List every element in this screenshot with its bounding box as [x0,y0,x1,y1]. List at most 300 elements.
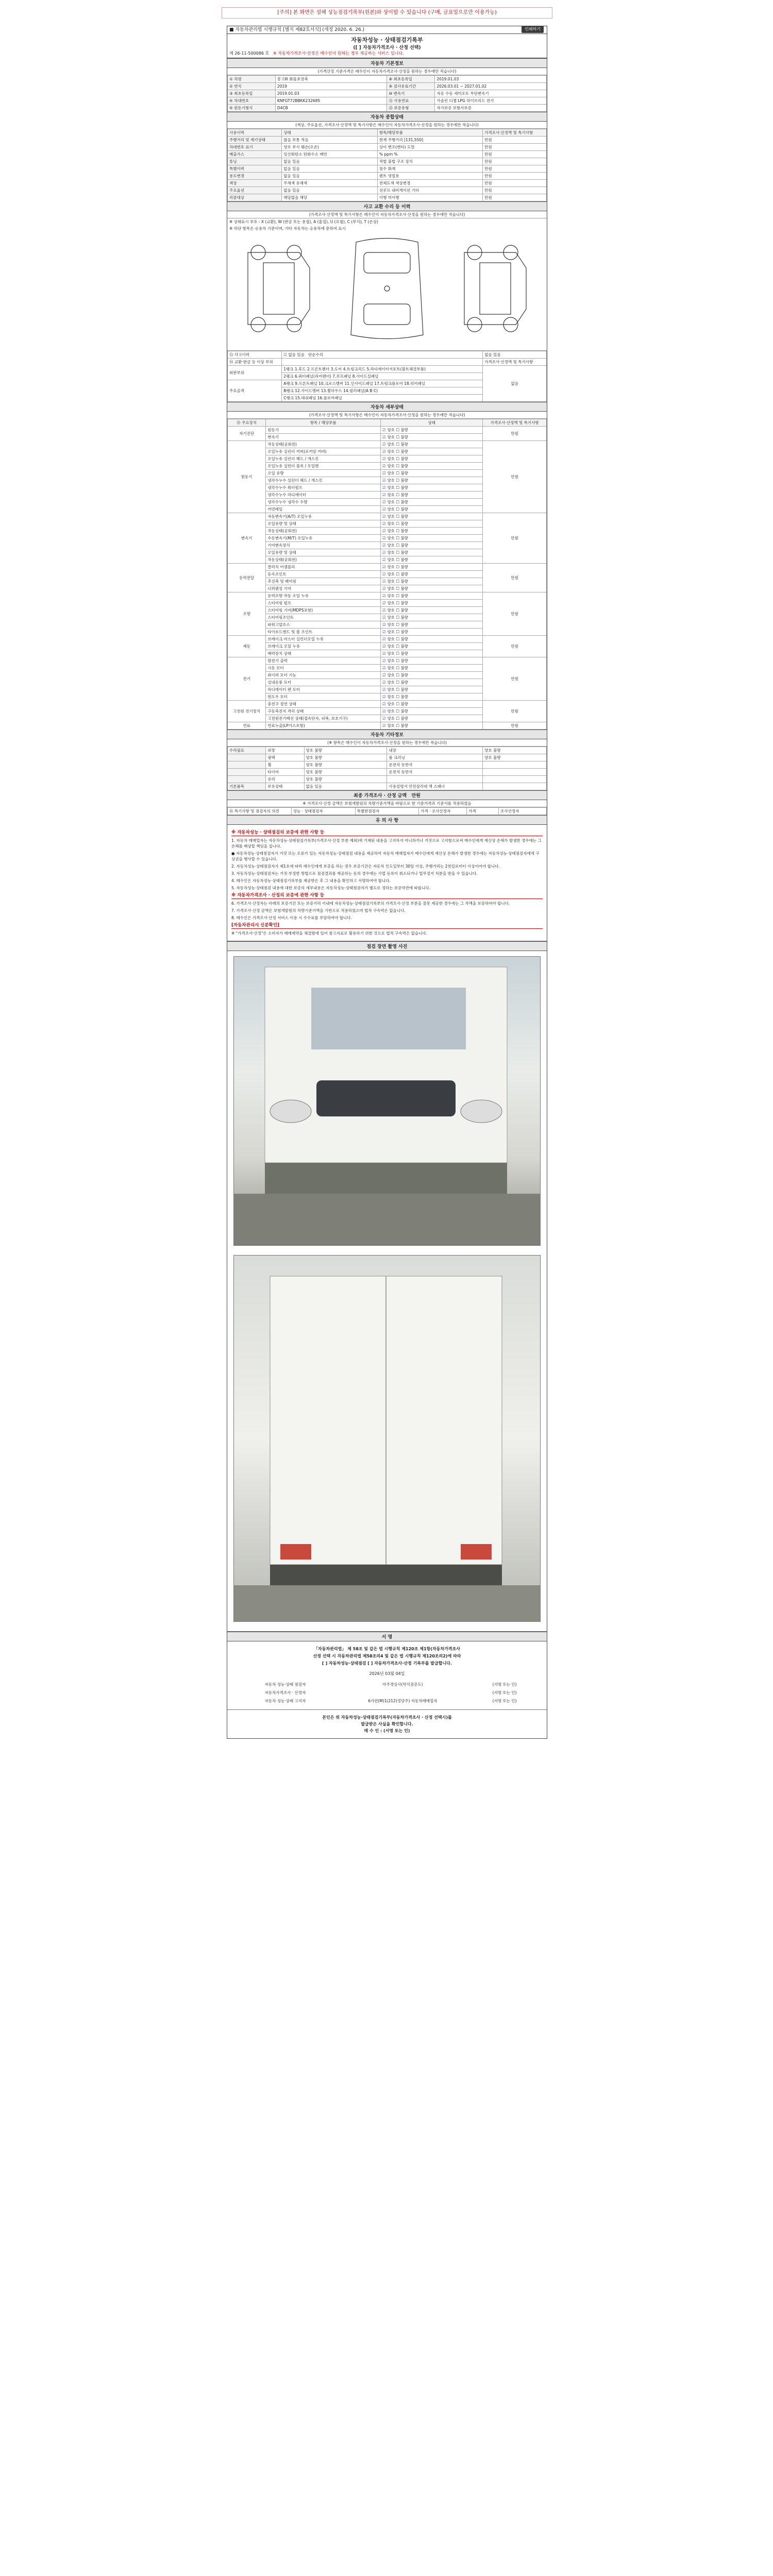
form-title: 자동차성능 · 상태점검기록부 [351,37,423,43]
cell: 리콜대상 [228,194,282,201]
notes-section-3: [자동차관리시 신분확인] [231,923,543,929]
print-button[interactable]: 인쇄하기 [522,26,544,33]
table-row [228,701,547,708]
cell: 만원 [483,513,547,564]
cell: 가격 [467,808,499,815]
table-header-row [228,419,547,427]
cell: 2019 [275,83,387,90]
note-paragraph: ※ "가격조사·산정"은 소비자가 매매계약을 체결함에 있어 참고자료로 활용하기 위한 것으로 법적 구속력은 없습니다. [231,931,427,936]
table-row [228,97,547,105]
cell: 작동상태(공회전) [266,441,381,448]
vehicle-diagram-svg [227,232,546,350]
state-cell: ☑ 양호 ☐ 불량 [381,427,483,434]
cell: 오일유량 및 상태 [266,549,381,556]
truck-rear-illustration [234,1256,540,1621]
cell: 없음 있음 [282,165,378,173]
state-cell: ☑ 양호 ☐ 불량 [381,643,483,650]
accident-table [227,351,547,402]
state-cell: ☑ 양호 ☐ 불량 [381,722,483,730]
cell: 항목/해당부품 [377,129,482,137]
table-row [228,747,547,754]
column-header: 상태 [381,419,483,427]
cell: 원동기 [266,427,381,434]
cell: 주요골격 [228,380,282,402]
cell: 봉고III 화물초장축 [275,76,387,83]
cell: 오일누유 실린더 헤드 / 개스킷 [266,455,381,463]
detail-table [227,419,547,730]
state-cell: ☑ 양호 ☐ 불량 [381,571,483,578]
cell: 시동 모터 [266,665,381,672]
cell: 만원 [483,137,547,144]
table-row [228,165,547,173]
price-table [227,807,547,815]
cell: ☑ 없음 있음 단순수리 [282,351,483,359]
cell: 조향 [228,592,266,636]
price-head: 최종 가격조사 · 산정 금액 만원 [227,790,547,800]
state-cell: ☑ 양호 ☐ 불량 [381,549,483,556]
state-cell: ☑ 양호 ☐ 불량 [381,470,483,477]
cell: 아주경심사(약식검증도) [382,1682,423,1687]
cell: 기본품목 [228,783,266,790]
cell: 렌트 영업용 [377,173,482,180]
cell: 작동상태(공회전) [266,528,381,535]
cell: ⑩ 변속기 [387,90,435,97]
signature-area [227,1641,547,1709]
cell: 실내송풍 모터 [266,679,381,686]
cell: 작동상태(공회전) [266,556,381,564]
cell: 자동차가격조사 · 산정자 [264,1690,306,1695]
state-cell: ☑ 양호 ☐ 불량 [381,513,483,520]
cell: 내장 [387,747,483,754]
truck-front-illustration [234,957,540,1245]
cell: 오일누유 실린더 커버(로커암 커버) [266,448,381,455]
cell [228,776,266,783]
inspection-photo-front [233,956,541,1246]
cell: 커먼레일 [266,506,381,513]
cell: 디퍼렌셜 기어 [266,585,381,592]
cell: 스티어링 펌프 [266,600,381,607]
cell: 만원 [483,194,547,201]
cell: 보유상태 [266,783,304,790]
table-row [228,783,547,790]
state-cell: ☑ 양호 ☐ 불량 [381,708,483,715]
cell: 타이어 [266,769,304,776]
cell: 브레이크 오일 누유 [266,643,381,650]
cell: 없음 있음 [282,173,378,180]
cell: 가격조사·산정액 및 특기사항 [483,129,547,137]
sig-line-2: 산정 선택 시 자동차관리법 제58조의4 및 같은 법 시행규칙 제120조의2)에 따라 [313,1654,461,1658]
notes-section-1: ※ 자동차성능 · 상태점검의 보증에 관한 사항 등 [231,830,543,836]
state-cell: ☑ 양호 ☐ 불량 [381,629,483,636]
cell: 연료누출(LP가스포함) [266,722,381,730]
table-row [228,83,547,90]
cell: 2026.03.01 ~ 2027.01.02 [435,83,547,90]
note-paragraph: 5. 자동차성능·상태점검 내용에 대한 보증의 세부내용은 자동차성능·상태점검자가 별도로 정하는 보증약관에 따릅니다. [231,886,430,890]
state-cell: ☑ 양호 ☐ 불량 [381,715,483,722]
car-right-view [464,245,526,332]
cell: 제동 [228,636,266,657]
photos-head: 점검 장면 촬영 사진 [227,941,547,951]
car-left-view [248,245,310,332]
table-row [228,359,547,366]
cell: 스티어링 기어(MDPS포함) [266,607,381,614]
cell: 광택 [266,754,304,761]
cell [483,761,547,769]
cell: 1랭크 1.후드 2.프론트펜더 3.도어 4.트렁크리드 5.라디에이터서포트(볼트체결부품) [282,366,483,373]
table-row [228,137,547,144]
cell: ⑬ 사고이력 [228,351,282,359]
column-header: 가격조사·산정액 및 특기사항 [483,419,547,427]
cell: 냉각수누수 라디에이터 [266,492,381,499]
cell: % ppm % [377,151,482,158]
table-row [228,351,547,359]
state-cell: ☑ 양호 ☐ 불량 [381,621,483,629]
inspection-form [227,26,547,1739]
buyer-line-3: 매 수 인 : (서명 또는 인) [364,1728,410,1733]
cell: 배출가스 [228,151,282,158]
cell: 현재 주행거리 [131,550] [377,137,482,144]
cell: 없음 있음 [282,187,378,194]
overall-note: (색상, 주요옵션, 가격조사·산정액 및 특기사항은 매수인이 자동차가격조사·산정을 원하는 경우에만 적습니다) [227,122,547,129]
table-row [228,151,547,158]
state-cell: ☑ 양호 ☐ 불량 [381,492,483,499]
cell: 침수 화재 [377,165,482,173]
cell: 양호 불량 [304,769,387,776]
table-row [228,180,547,187]
cell: 수리필요 [228,747,266,754]
state-cell: ☑ 양호 ☐ 불량 [381,520,483,528]
cell: 연료 [228,722,266,730]
cell: 오일누유 실린더 블록 / 오일팬 [266,463,381,470]
inspection-photo-rear [233,1255,541,1622]
cell: 선루프 내비게이션 기타 [377,187,482,194]
cell: 만원 [483,187,547,194]
cell: 없음 있음 [282,158,378,165]
cell: 고전원 전기장치 [228,701,266,722]
cell: 상태 [282,129,378,137]
price-note: ※ 가격조사·산정 금액은 보험개발원의 차량기준가액을 바탕으로 한 기준가격과 기준서를 적용하였음 [227,800,547,807]
signature-head: 서 명 [227,1632,547,1641]
cell: 수동변속기(M/T) 오일누유 [266,535,381,542]
cell: 윈도우 모터 [266,693,381,701]
cell: 브레이크 마스터 실린더오일 누유 [266,636,381,643]
cell [483,769,547,776]
cell: KNFGT72BBKK232685 [275,97,387,105]
cell: 운전석 동반석 [387,769,483,776]
table-row [228,158,547,165]
cell: 색상 [228,180,282,187]
cell: 양호 불량 [304,776,387,783]
cell: 주요옵션 [228,187,282,194]
table-row [228,76,547,83]
overall-head: 자동차 종합상태 [227,112,547,122]
cell: A랭크 9.프론트패널 10.크로스멤버 11.인사이드패널 17.트렁크플로어 18.리어패널 [282,380,483,387]
options-table [227,747,547,790]
state-cell: ☑ 양호 ☐ 불량 [381,556,483,564]
cell: 양호 부식 훼손(오손) [282,144,378,151]
state-cell: ☑ 양호 ☐ 불량 [381,528,483,535]
note-paragraph: 4. 매수인은 자동차성능·상태점검기록부를 제공받은 후 그 내용을 확인하고 서명하여야 합니다. [231,878,391,883]
table-row [228,754,547,761]
cell: 동력전달 [228,564,266,592]
state-cell: ☑ 양호 ☐ 불량 [381,672,483,679]
photos-area [227,951,547,1632]
cell: 만원 [483,657,547,701]
cell: 추진축 및 베어링 [266,578,381,585]
cell: 오일 유량 [266,470,381,477]
table-row [228,513,547,520]
accident-legend-2: ※ 하단 항목은 승용차 기준이며, 기타 자동차는 승용차에 준하여 표시 [229,226,346,231]
table-row [228,173,547,180]
doc-label: 자동차관리법 시행규칙 [별지 제82호서식] (개정 2020. 6. 26.) [235,27,365,32]
cell: 라디에이터 팬 모터 [266,686,381,693]
options-head: 자동차 기타정보 [227,730,547,739]
state-cell: ☑ 양호 ☐ 불량 [381,434,483,441]
state-cell: ☑ 양호 ☐ 불량 [381,693,483,701]
sig-line-1: 「자동차관리법」 제 58조 및 같은 법 시행규칙 제120조 제1항(자동차가격조사 [314,1647,460,1651]
table-row [230,1689,544,1697]
table-row [228,657,547,665]
cell: 기어변속장치 [266,542,381,549]
cell: (서명 또는 인) [492,1699,517,1703]
buyer-line-1: 본인은 위 자동차성능·상태점검기록부(자동차가격조사 · 산정 선택시)를 [322,1715,452,1720]
cell: C랭크 15.대쉬패널 16.플로어패널 [282,395,483,402]
buyer-line-2: 발급받은 사실을 확인합니다. [361,1722,413,1726]
cell: (서명 또는 인) [492,1682,517,1687]
cell: 많음 보통 적음 [282,137,378,144]
cell: 파워고압호스 [266,621,381,629]
accident-legend: ※ 상태표시 부호 : X (교환), W (판금 또는 용접), A (흠집), U (요철), C (부식), T (손상) [229,219,378,224]
cell: 등속조인트 [266,571,381,578]
cell: 동력조향 작동 오일 누유 [266,592,381,600]
cell: 튜닝 [228,158,282,165]
cell: 만원 [483,180,547,187]
overall-table [227,129,547,201]
cell: 2019.01.03 [435,76,547,83]
cell: 해당없음 해당 [282,194,378,201]
cell: 오일유량 및 상태 [266,520,381,528]
state-cell: ☑ 양호 ☐ 불량 [381,607,483,614]
form-subtitle: ([ ] 자동차가격조사 · 산정 선택) [353,45,421,50]
cell: 상이 변조(변타) 도말 [377,144,482,151]
cell: 유리 [266,776,304,783]
cell: 만원 [483,636,547,657]
cell: 운전석 동반석 [387,761,483,769]
table-row [228,129,547,137]
cell: 2랭크 6.쿼터패널(리어펜더) 7.루프패널 8.사이드실패널 [282,373,483,380]
table-row [228,187,547,194]
notes-body [227,825,547,941]
table-row [228,194,547,201]
cell: 양호 불량 [304,754,387,761]
cell: 자동차 성능·상태 점검자 [264,1682,306,1687]
state-cell: ☑ 양호 ☐ 불량 [381,614,483,621]
notes-head: 유 의 사 항 [227,815,547,825]
doc-number: 제 26-11-500086 호 [229,51,270,56]
cell: 충전구 절연 상태 [266,701,381,708]
cell: 만원 [483,592,547,636]
cell [282,359,483,366]
table-row [228,776,547,783]
vehicle-info-table [227,75,547,112]
cell: 없음 [483,366,547,402]
cell: 배력장치 상태 [266,650,381,657]
cell: 만원 [483,564,547,592]
cell: 만원 [483,427,547,441]
state-cell: ☑ 양호 ☐ 불량 [381,592,483,600]
column-header: ⑮ 주요장치 [228,419,266,427]
vehicle-info-head: 자동차 기본정보 [227,58,547,68]
detail-note: (가격조사·산정액 및 특기사항은 매수인이 자동차가격조사·산정을 원하는 경우에만 적습니다) [227,412,547,419]
table-row [228,427,547,434]
state-cell: ☑ 양호 ☐ 불량 [381,463,483,470]
title-box [227,33,547,58]
state-cell: ☑ 양호 ☐ 불량 [381,636,483,643]
cell: 주행거리 및 계기상태 [228,137,282,144]
cell: 외판부위 [228,366,282,380]
cell: 성능 · 상태점검자 [291,808,355,815]
table-row [230,1697,544,1705]
sig-line-3: [ ] 자동차성능·상태점검 [ ] 자동차가격조사·산정 기록부를 발급합니다. [322,1661,452,1666]
cell: B랭크 12.사이드멤버 13.휠하우스 14.필러패널(A B C) [282,387,483,395]
cell [483,783,547,790]
title-note: ※ 자동차가격조사·산정은 매수인이 원하는 경우 제공하는 서비스 입니다. [273,51,404,56]
cell: 전기 [228,657,266,701]
cell: 차대번호 표기 [228,144,282,151]
cell [228,754,266,761]
form-header-line: ■ 자동차관리법 시행규칙 [별지 제82호서식] (개정 2020. 6. 26.) 인쇄하기 [227,26,547,33]
options-note: (※ 항목은 매수인이 자동차가격조사·산정을 원하는 경우에만 적습니다) [227,739,547,747]
car-top-view [351,239,423,339]
state-cell: ☑ 양호 ☐ 불량 [381,578,483,585]
state-cell: ☑ 양호 ☐ 불량 [381,657,483,665]
cell: 휠 [266,761,304,769]
state-cell: ☑ 양호 ☐ 불량 [381,448,483,455]
table-row [228,90,547,97]
cell: ⑨ 검사유효기간 [387,83,435,90]
cell: 2019.01.03 [275,90,387,97]
table-row [228,636,547,643]
cell: 가솔린 디젤 LPG 하이브리드 전기 [435,97,547,105]
cell: 원동기 [228,441,266,513]
cell: 클러치 어셈블리 [266,564,381,571]
cell: 이행 미이행 [377,194,482,201]
cell: 만원 [483,441,547,513]
cell: ⑧ 최초등록일 [387,76,435,83]
vehicle-info-note: (가격산정 기준가격은 매수인이 자동차가격조사·산정을 원하는 경우에만 적습니다) [227,68,547,75]
notes-section-2: ※ 자동차가격조사 · 산정의 보증에 관한 사항 등 [231,893,543,899]
cell: 특별한점검자 [355,808,419,815]
cell [483,776,547,783]
cell: 적법 불법 구조 장치 [377,158,482,165]
sig-date: 2026년 03월 04일 [369,1671,405,1676]
vehicle-diagram [227,232,547,351]
state-cell: ☑ 양호 ☐ 불량 [381,665,483,672]
cell: 가격 · 조사산정자 [419,808,467,815]
buyer-confirm [227,1709,547,1738]
accident-head: 사고 교환 수리 등 이력 [227,201,547,211]
cell: 스티어링조인트 [266,614,381,621]
cell: ③ 최초등록일 [228,90,276,97]
state-cell: ☑ 양호 ☐ 불량 [381,564,483,571]
cell: 없음 있음 [304,783,387,790]
cell: 룸 크리닝 [387,754,483,761]
cell [340,1689,465,1697]
detail-head: 자동차 세부상태 [227,402,547,412]
cell: 냉각수누수 워터펌프 [266,484,381,492]
table-row [228,105,547,112]
state-cell: ☑ 양호 ☐ 불량 [381,701,483,708]
cell: 자기진단 [228,427,266,441]
state-cell: ☑ 양호 ☐ 불량 [381,650,483,657]
cell: 가격조사·산정액 및 특기사항 [483,359,547,366]
cell: 냉각수누수 실린더 헤드 / 개스킷 [266,477,381,484]
cell: 발전기 출력 [266,657,381,665]
cell: 만원 [483,144,547,151]
cell: ⑯ 특기사항 및 점검자의 의견 [228,808,292,815]
state-cell: ☑ 양호 ☐ 불량 [381,455,483,463]
cell: 자동 수동 세미오토 무단변속기 [435,90,547,97]
cell: 만원 [483,151,547,158]
cell: ② 연식 [228,83,276,90]
cell: ⑫ 보증유형 [387,105,435,112]
cell: 변속기 [266,434,381,441]
state-cell: ☑ 양호 ☐ 불량 [381,441,483,448]
state-cell: ☑ 양호 ☐ 불량 [381,477,483,484]
table-row [228,722,547,730]
table-row [228,808,547,815]
cell: 구동축전지 격리 상태 [266,708,381,715]
cell [228,769,266,776]
note-paragraph: 3. 자동차성능·상태점검자는 거짓·부정한 방법으로 점검결과를 제공하는 등의 경우에는 사업 등록이 취소되거나 업무정지 처분을 받을 수 있습니다. [231,871,478,876]
cell: 와이퍼 모터 기능 [266,672,381,679]
cell: 자동변속기(A/T) 오일누유 [266,513,381,520]
cell: 자동차 성능·상태 고지자 [264,1699,306,1703]
cell: ⑭ 교환·판금 등 이상 부위 [228,359,282,366]
cell: 무채색 유채색 [282,180,378,187]
state-cell: ☑ 양호 ☐ 불량 [381,484,483,492]
cell: 고전원전기배선 상태(접속단자, 피복, 보호기구) [266,715,381,722]
note-paragraph: 6. 가격조사·산정자는 아래의 보증기간 또는 보증거리 이내에 자동차성능·상태점검기록부의 가격조사·산정 부분을 잘못 제공한 경우에는 그 차액을 보증하여야 합니다. [231,901,510,906]
table-row [228,144,547,151]
state-cell: ☑ 양호 ☐ 불량 [381,506,483,513]
cell: ⑪ 사용연료 [387,97,435,105]
table-row [228,592,547,600]
cell: 만원 [483,722,547,730]
cell [387,776,483,783]
cell: ⑤ 원동기형식 [228,105,276,112]
cell: 만원 [483,165,547,173]
cell: 양호 불량 [304,747,387,754]
state-cell: ☑ 양호 ☐ 불량 [381,585,483,592]
table-row [228,441,547,448]
state-cell: ☑ 양호 ☐ 불량 [381,535,483,542]
table-row [230,1681,544,1689]
note-paragraph: 7. 가격조사·산정 금액은 보험개발원의 차량기준가액을 기반으로 적용하였으며 법적 구속력은 없습니다. [231,908,406,913]
cell: 없음 있음 [483,351,547,359]
signature-table [230,1681,544,1705]
cell: 타이로드엔드 및 볼 조인트 [266,629,381,636]
state-cell: ☑ 양호 ☐ 불량 [381,499,483,506]
table-row [228,761,547,769]
cell: 자가보증 보험사보증 [435,105,547,112]
cell: 일산화탄소 탄화수소 매연 [282,151,378,158]
note-paragraph: 8. 매수인은 가격조사·산정 서비스 이용 시 수수료를 부담하여야 합니다. [231,916,352,920]
cell: ① 차명 [228,76,276,83]
cell: 6가련(M)1(212)정당주) 자동차매매업자 [368,1699,438,1703]
cell: 사용설명서 안전삼각대 잭 스패너 [387,783,483,790]
cell: D4CB [275,105,387,112]
